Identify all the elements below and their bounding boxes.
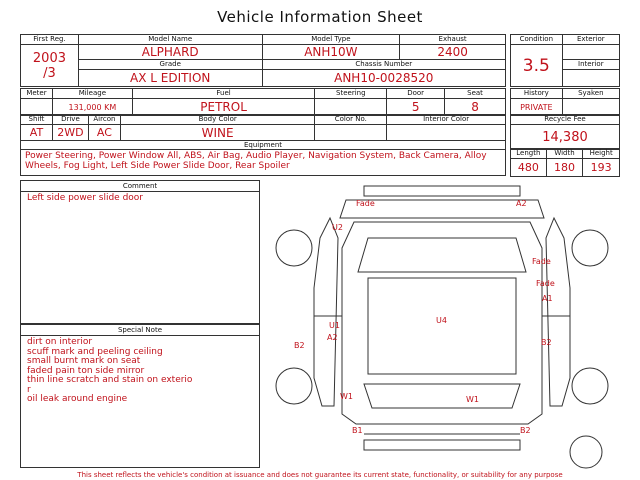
shift-value: AT [21,125,53,141]
interior-label: Interior [562,60,619,70]
front-right-wheel-shape [572,230,608,266]
mark-fade-right2: Fade [536,279,555,288]
special-note-box [20,324,260,468]
meter-label: Meter [21,89,53,99]
first-reg-year: 2003 [32,50,66,66]
height-value: 193 [583,159,620,177]
front-left-wheel-shape [276,230,312,266]
exhaust-value: 2400 [400,45,506,60]
width-label: Width [546,149,583,159]
comment-box [20,180,260,324]
mark-b2-right: B2 [541,338,552,347]
recycle-fee-label: Recycle Fee [511,115,620,125]
roof-shape [368,278,516,374]
history-label: History [511,89,563,99]
fuel-label: Fuel [132,89,315,99]
aircon-label: Aircon [88,115,120,125]
rear-right-wheel-shape [572,368,608,404]
body-color-value: WINE [120,125,315,141]
comment-label: Comment [21,181,259,192]
grade-value: AX L EDITION [78,70,262,87]
first-reg-month: /3 [43,65,56,81]
first-reg-label: First Reg. [21,35,79,45]
equipment-box [20,140,506,176]
disclaimer-footer: This sheet reflects the vehicle's condition at issuance and does not guarantee its current state, functionality, or suitability for any purpose [77,471,563,479]
comment-text: Left side power slide door [27,193,143,203]
spare-wheel-shape [570,436,602,468]
mark-fade-right: Fade [532,257,551,266]
condition-label: Condition [511,35,563,45]
rear-window-shape [364,384,520,408]
aircon-value: AC [88,125,120,141]
mark-u1: U1 [329,321,340,330]
right-side-shape [546,218,570,406]
seat-label: Seat [445,89,506,99]
condition-score: 3.5 [511,45,563,87]
model-type-value: ANH10W [262,45,400,60]
left-side-shape [314,218,338,406]
dimensions-table [510,148,620,177]
seat-value: 8 [445,99,506,116]
drive-label: Drive [52,115,88,125]
mark-a1: A1 [542,294,553,303]
special-note-text: dirt on interior scuff mark and peeling ceiling small burnt mark on seat faded pain ton side mirror thin line scratch and stain on exterio r oil leak around engine [27,337,193,404]
model-type-label: Model Type [262,35,400,45]
drive-value: 2WD [52,125,88,141]
info-table-top [20,34,506,87]
model-name-label: Model Name [78,35,262,45]
equipment-text: Power Steering, Power Window All, ABS, Air Bag, Audio Player, Navigation System, Back Camera, Alloy Wheels, Fog Light, Left Side Power Slide Door, Rear Spoiler [25,151,487,171]
mark-b1: B1 [352,426,363,435]
equipment-label: Equipment [21,141,505,150]
door-value: 5 [387,99,445,116]
mileage-label: Mileage [52,89,132,99]
rear-bumper-shape [364,440,520,450]
steering-label: Steering [315,89,387,99]
door-label: Door [387,89,445,99]
syaken-value [562,99,619,116]
height-label: Height [583,149,620,159]
syaken-label: Syaken [562,89,619,99]
mark-w1-left: W1 [340,392,353,401]
fuel-value: PETROL [132,99,315,116]
mark-a2-front: A2 [516,199,527,208]
mark-fade-front: Fade [356,199,375,208]
width-value: 180 [546,159,583,177]
exterior-label: Exterior [562,35,619,45]
mark-u2: U2 [332,223,343,232]
windshield-shape [358,238,526,272]
info-table-middle [20,88,506,116]
mark-u4: U4 [436,316,447,325]
body-color-label: Body Color [120,115,315,125]
mark-b2-rear: B2 [520,426,531,435]
history-value: PRIVATE [511,99,563,116]
car-diagram [264,178,640,472]
mark-a2-left: A2 [327,333,338,342]
info-table-lower [20,114,506,141]
exhaust-label: Exhaust [400,35,506,45]
first-reg-value [21,45,79,87]
mark-b2-left: B2 [294,341,305,350]
chassis-number-value: ANH10-0028520 [262,70,506,87]
interior-value [562,70,619,87]
history-table [510,88,620,116]
interior-color-label: Interior Color [387,115,506,125]
special-note-label: Special Note [21,325,259,336]
recycle-fee-value: 14,380 [511,125,620,150]
length-label: Length [511,149,547,159]
length-value: 480 [511,159,547,177]
mark-w1-center: W1 [466,395,479,404]
color-no-label: Color No. [315,115,387,125]
meter-value [21,99,53,116]
mileage-value: 131,000 KM [52,99,132,116]
page-title: Vehicle Information Sheet [217,8,423,26]
rear-left-wheel-shape [276,368,312,404]
shift-label: Shift [21,115,53,125]
condition-table [510,34,620,87]
model-name-value: ALPHARD [78,45,262,60]
color-no-value [315,125,387,141]
grade-label: Grade [78,60,262,70]
chassis-number-label: Chassis Number [262,60,506,70]
interior-color-value [387,125,506,141]
front-bumper-shape [364,186,520,196]
steering-value [315,99,387,116]
recycle-fee-table [510,114,620,150]
exterior-value [562,45,619,60]
